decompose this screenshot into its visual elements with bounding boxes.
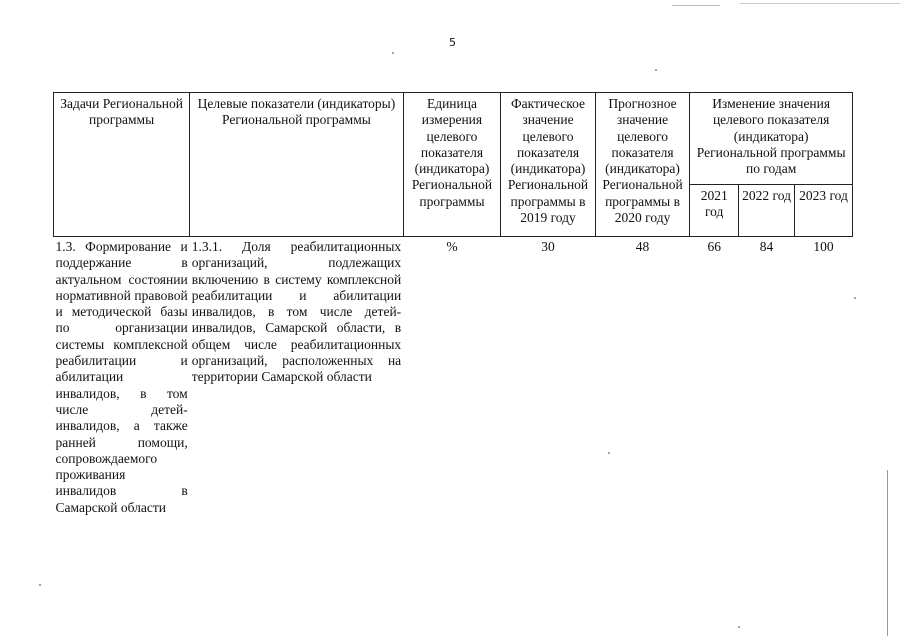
indicators-table: [53, 92, 853, 518]
value-2022-cell: 84: [759, 239, 774, 254]
scan-speck: [854, 297, 856, 299]
scan-speck: [392, 52, 394, 54]
header-indicators: Целевые показатели (индикаторы) Региональной программы: [190, 93, 403, 237]
header-actual-2019: Фактическое значение целевого показателя (индикатора) Региональной программы в 2019 году: [501, 93, 596, 237]
header-year-2022: 2022 год: [739, 185, 795, 237]
header-change-by-year: Изменение значения целевого показателя (индикатора) Региональной программы по годам: [690, 93, 853, 185]
value-2023-cell: 100: [813, 239, 834, 254]
header-unit: Единица измерения целевого показателя (индикатора) Региональной программы: [403, 93, 501, 237]
header-forecast-2020: Прогнозное значение целевого показателя (индикатора) Региональной программы в 2020 году: [595, 93, 690, 237]
table-row: [54, 237, 853, 519]
header-year-2021: 2021 год: [690, 185, 739, 237]
forecast-2020-cell: 48: [635, 239, 650, 254]
task-cell: 1.3. Формирование и поддержание в актуальном состоянии нормативной правовой и методической базы по организации системы комплексной реабилитации и абилитации инвалидов, в том числе детей-инвалидов, а также ранней помощи, сопровождаемого проживания инвалидов в Самарской области: [55, 239, 188, 515]
indicator-cell: 1.3.1. Доля реабилитационных организаций, подлежащих включению в систему комплексной реабилитации и абилитации инвалидов, в том числе детей-инвалидов, Самарской области, в общем числе реабилитационных организаций, расположенных на территории Самарской области: [191, 239, 402, 385]
page-number: 5: [449, 36, 456, 49]
scan-speck: [738, 626, 740, 628]
scan-artifact-right-edge: [887, 470, 888, 636]
scan-artifact-top-line-2: [740, 3, 900, 4]
header-tasks: Задачи Региональной программы: [54, 93, 190, 237]
actual-2019-cell: 30: [541, 239, 555, 254]
unit-cell: %: [446, 239, 458, 254]
header-year-2023: 2023 год: [795, 185, 853, 237]
value-2021-cell: 66: [707, 239, 721, 254]
scan-speck: [39, 584, 41, 586]
scan-artifact-top-line: [672, 5, 720, 6]
scan-speck: [655, 69, 657, 71]
